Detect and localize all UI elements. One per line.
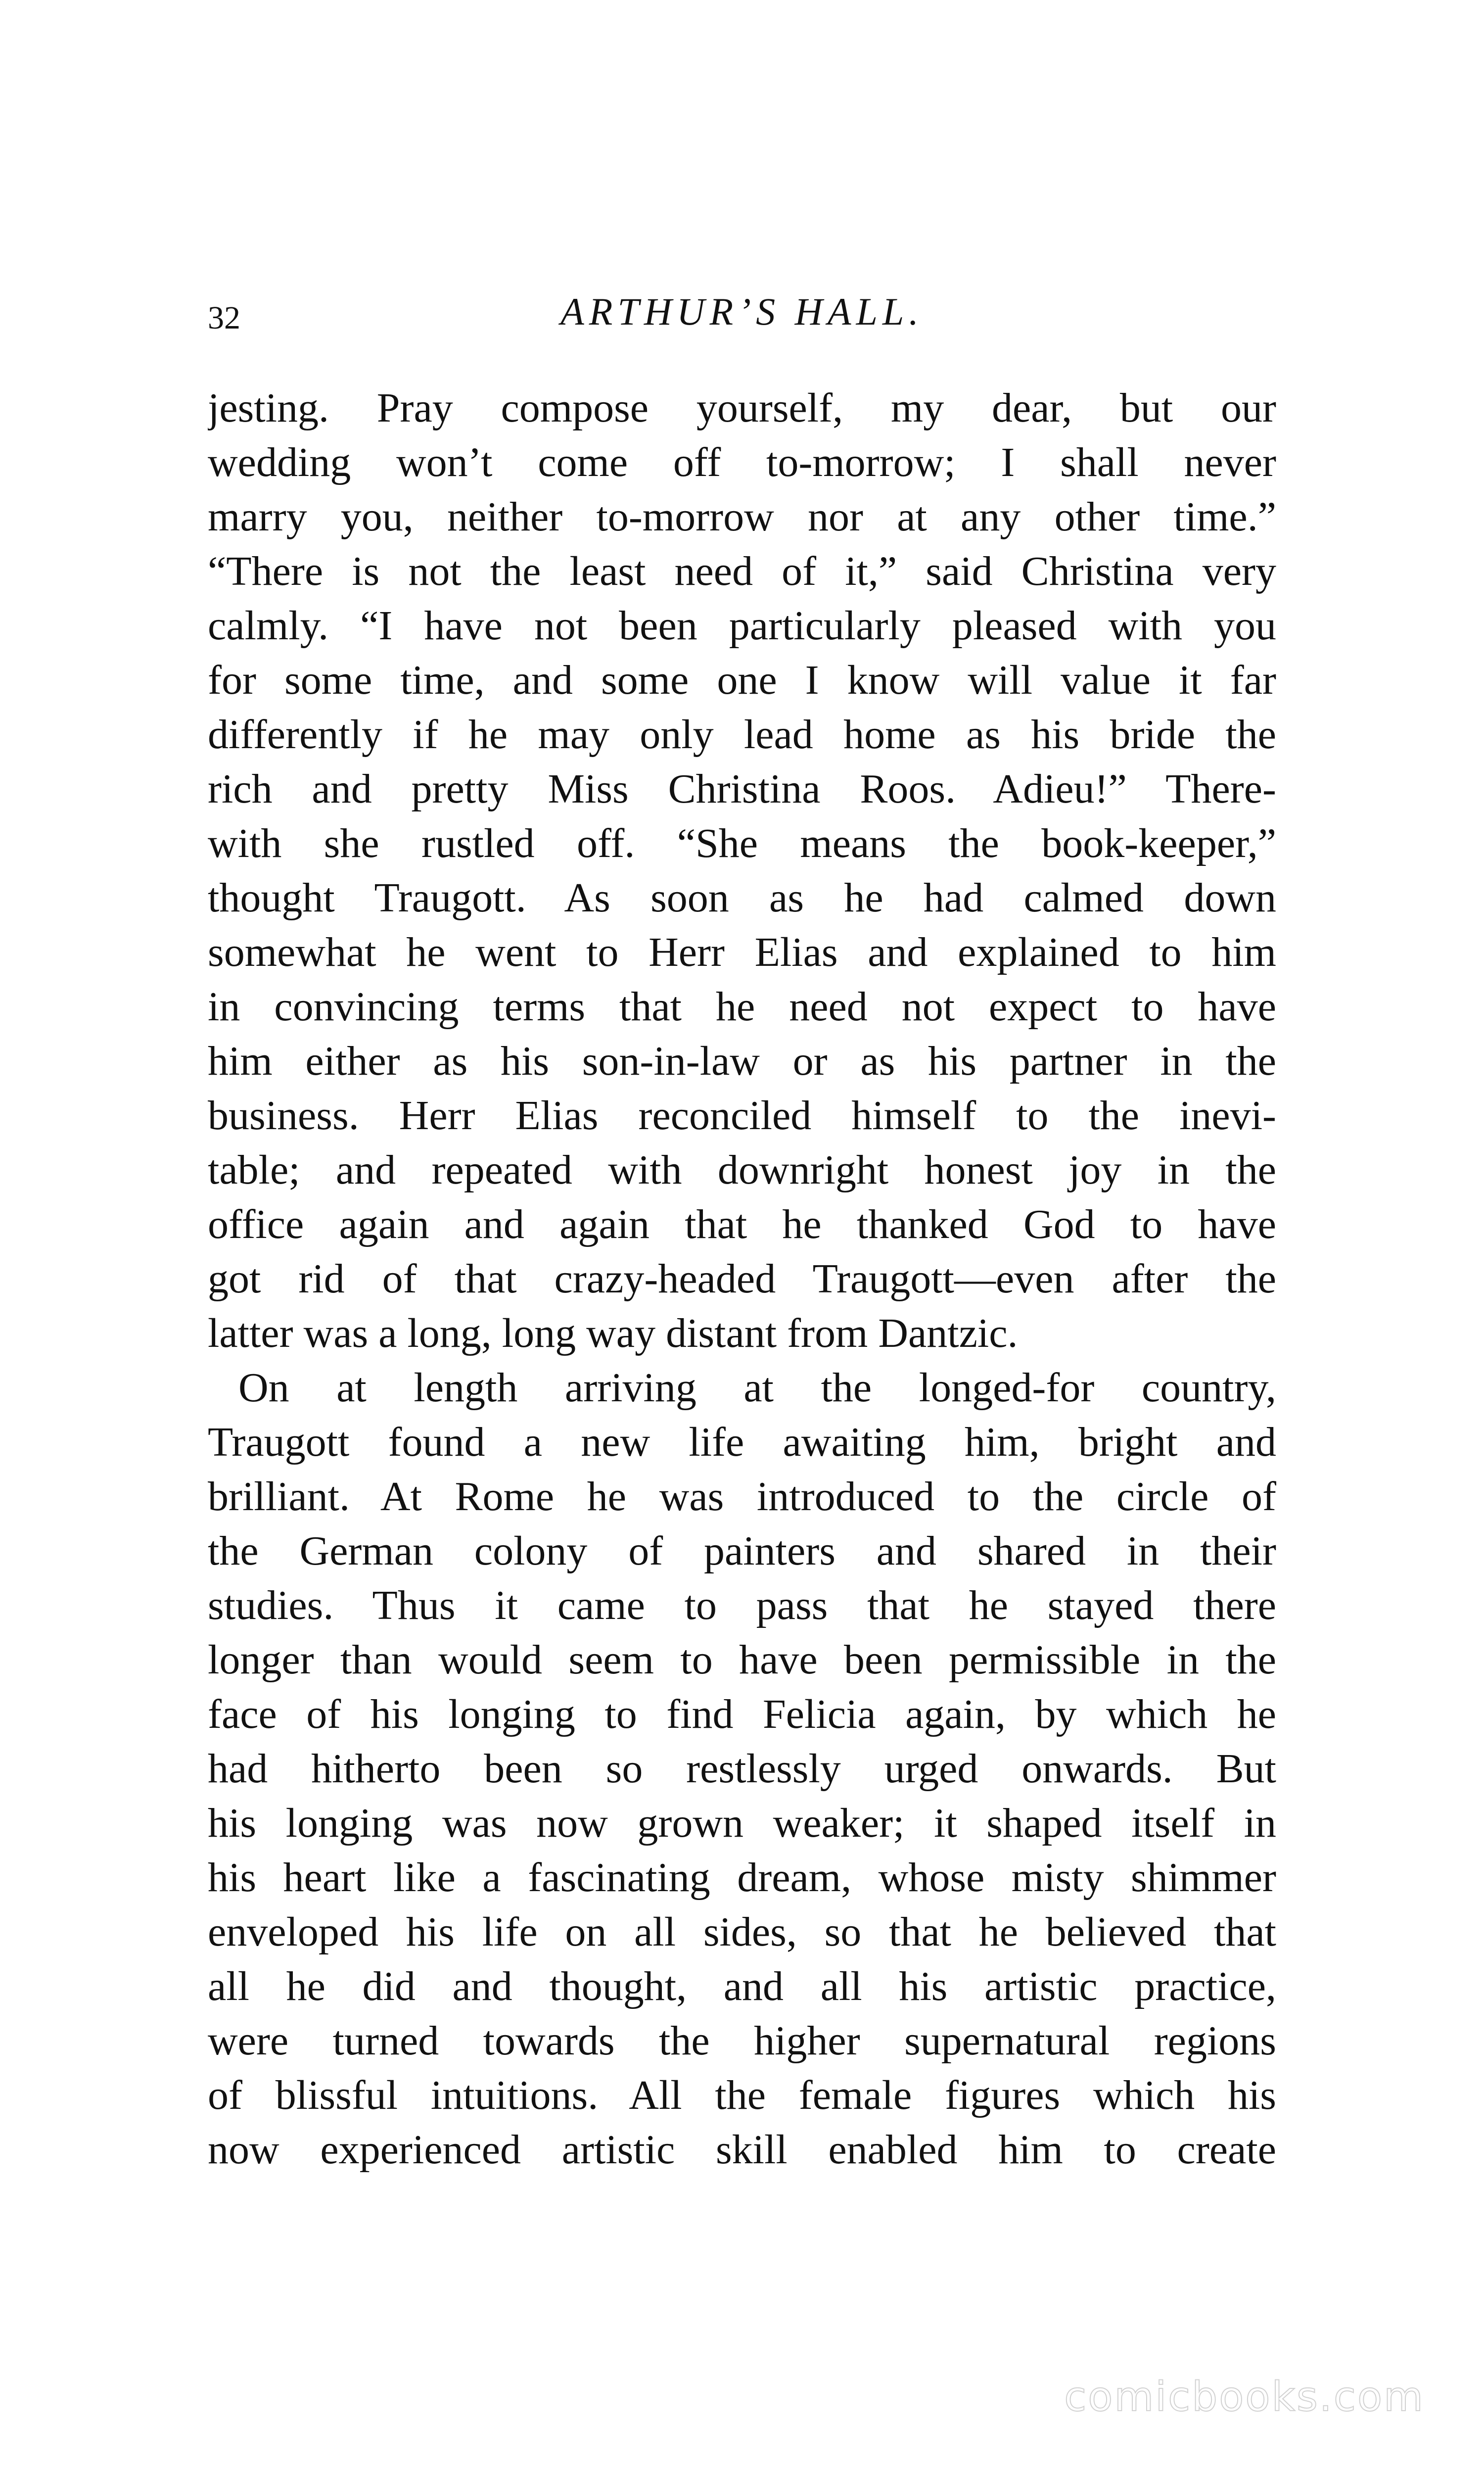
text-line: “There is not the least need of it,” said Christina very [208,548,1276,594]
text-line: business. Herr Elias reconciled himself to the inevi- [208,1093,1276,1139]
text-line: with she rustled off. “She means the book-keeper,” [208,820,1276,866]
text-line: thought Traugott. As soon as he had calmed down [208,875,1276,921]
watermark: comicbooks.com [1064,2374,1425,2421]
text-line: marry you, neither to-morrow nor at any other time.” [208,494,1276,540]
running-head: ARTHUR’S HALL. [560,290,924,333]
text-line: all he did and thought, and all his artistic practice, [208,1963,1276,2009]
text-line: studies. Thus it came to pass that he stayed there [208,1582,1276,1628]
text-line: somewhat he went to Herr Elias and explained to him [208,929,1276,975]
page-header [208,289,1276,344]
text-line: Traugott found a new life awaiting him, bright and [208,1419,1276,1465]
text-line: On at length arriving at the longed-for country, [238,1365,1276,1411]
body-text [208,381,1276,2177]
text-line: rich and pretty Miss Christina Roos. Adieu!” There- [208,766,1276,812]
text-line: of blissful intuitions. All the female figures which his [208,2072,1276,2118]
text-line: calmly. “I have not been particularly pleased with you [208,603,1276,649]
text-line: his heart like a fascinating dream, whose misty shimmer [208,1855,1276,1901]
text-line: brilliant. At Rome he was introduced to the circle of [208,1474,1276,1520]
text-line: jesting. Pray compose yourself, my dear, but our [208,385,1276,431]
text-line: table; and repeated with downright honest joy in the [208,1147,1276,1193]
text-line: wedding won’t come off to-morrow; I shall never [208,439,1276,485]
text-line: differently if he may only lead home as his bride the [208,712,1276,758]
text-line: now experienced artistic skill enabled him to create [208,2127,1276,2173]
text-line: latter was a long, long way distant from Dantzic. [208,1310,1018,1356]
text-line: were turned towards the higher supernatural regions [208,2018,1276,2064]
text-line: for some time, and some one I know will value it far [208,657,1276,703]
text-line: the German colony of painters and shared in their [208,1528,1276,1574]
text-line: got rid of that crazy-headed Traugott—even after the [208,1256,1276,1302]
text-line: longer than would seem to have been permissible in the [208,1637,1276,1683]
text-line: him either as his son-in-law or as his partner in the [208,1038,1276,1084]
text-line: his longing was now grown weaker; it shaped itself in [208,1800,1276,1846]
text-line: in convincing terms that he need not expect to have [208,984,1276,1030]
text-line: office again and again that he thanked God to have [208,1201,1276,1247]
text-line: had hitherto been so restlessly urged onwards. But [208,1746,1276,1792]
text-line: face of his longing to find Felicia again, by which he [208,1691,1276,1737]
text-line: enveloped his life on all sides, so that he believed that [208,1909,1276,1955]
page-number: 32 [208,300,240,336]
